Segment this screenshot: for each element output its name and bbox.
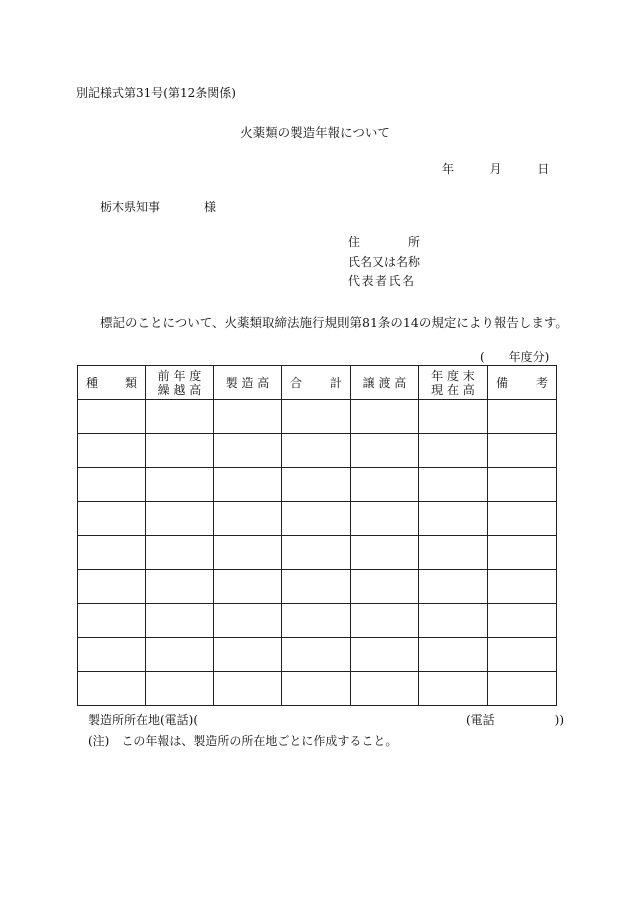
table-cell[interactable]	[146, 570, 214, 604]
body-text: 標記のことについて、火薬類取締法施行規則第81条の14の規定により報告します。	[100, 315, 568, 330]
column-header-line: 合 計	[290, 375, 342, 390]
table-cell[interactable]	[78, 604, 146, 638]
table-cell[interactable]	[419, 638, 488, 672]
table-cell[interactable]	[214, 502, 282, 536]
table-cell[interactable]	[351, 638, 419, 672]
table-cell[interactable]	[419, 672, 488, 706]
column-header	[78, 366, 146, 400]
table-cell[interactable]	[214, 434, 282, 468]
table-cell[interactable]	[78, 570, 146, 604]
addressee-name: 栃木県知事	[100, 200, 161, 214]
column-header-line: 製 造 高	[225, 375, 270, 390]
table-cell[interactable]	[282, 434, 351, 468]
table-cell[interactable]	[146, 400, 214, 434]
table-cell[interactable]	[419, 400, 488, 434]
column-header	[282, 366, 351, 400]
table-cell[interactable]	[351, 468, 419, 502]
column-header-line: 現 在 高	[431, 382, 475, 397]
table-cell[interactable]	[488, 672, 557, 706]
table-cell[interactable]	[214, 536, 282, 570]
table-cell[interactable]	[282, 638, 351, 672]
table-body	[78, 400, 557, 706]
table-cell[interactable]	[488, 536, 557, 570]
table-cell[interactable]	[488, 400, 557, 434]
column-header	[488, 366, 557, 400]
location-label: 製造所所在地(電話)(	[88, 713, 199, 727]
table-cell[interactable]	[419, 536, 488, 570]
table-cell[interactable]	[78, 536, 146, 570]
table-cell[interactable]	[282, 570, 351, 604]
table-cell[interactable]	[282, 502, 351, 536]
date-line	[442, 160, 549, 177]
column-header-line: 譲 渡 高	[362, 375, 407, 390]
date-year: 年	[442, 162, 455, 176]
table-cell[interactable]	[488, 434, 557, 468]
table-cell[interactable]	[488, 638, 557, 672]
table-cell[interactable]	[282, 672, 351, 706]
table-cell[interactable]	[351, 536, 419, 570]
table-cell[interactable]	[351, 570, 419, 604]
column-header-line: 年 度 末	[431, 368, 475, 383]
table-cell[interactable]	[146, 604, 214, 638]
table-row	[78, 400, 557, 434]
column-header-line: 前 年 度	[157, 368, 202, 383]
table-cell[interactable]	[214, 468, 282, 502]
reporter-block	[348, 233, 420, 292]
table-cell[interactable]	[488, 502, 557, 536]
date-month: 月	[489, 162, 502, 176]
table-cell[interactable]	[214, 604, 282, 638]
table-cell[interactable]	[214, 672, 282, 706]
table-cell[interactable]	[488, 570, 557, 604]
fiscal-year-label: ( 年度分)	[480, 350, 550, 364]
note: (注) この年報は、製造所の所在地ごとに作成すること。	[88, 734, 398, 748]
table-cell[interactable]	[146, 638, 214, 672]
table-cell[interactable]	[146, 502, 214, 536]
table-row	[78, 570, 557, 604]
report-table	[77, 365, 557, 706]
reporter-address-label: 住 所	[348, 235, 421, 249]
table-cell[interactable]	[146, 536, 214, 570]
table-cell[interactable]	[419, 570, 488, 604]
table-cell[interactable]	[282, 400, 351, 434]
table-cell[interactable]	[78, 400, 146, 434]
table-cell[interactable]	[419, 434, 488, 468]
table-row	[78, 536, 557, 570]
table-cell[interactable]	[282, 536, 351, 570]
table-cell[interactable]	[214, 638, 282, 672]
column-header	[214, 366, 282, 400]
table-cell[interactable]	[78, 502, 146, 536]
table-cell[interactable]	[146, 468, 214, 502]
table-cell[interactable]	[351, 672, 419, 706]
table-cell[interactable]	[351, 434, 419, 468]
table-cell[interactable]	[146, 434, 214, 468]
table-cell[interactable]	[488, 604, 557, 638]
table-cell[interactable]	[419, 502, 488, 536]
table-row	[78, 604, 557, 638]
table-cell[interactable]	[419, 604, 488, 638]
table-cell[interactable]	[351, 502, 419, 536]
table-cell[interactable]	[351, 400, 419, 434]
reporter-name-label: 氏名又は名称	[348, 254, 421, 269]
table-cell[interactable]	[78, 434, 146, 468]
column-header	[146, 366, 214, 400]
table-cell[interactable]	[214, 570, 282, 604]
table-cell[interactable]	[488, 468, 557, 502]
column-header	[351, 366, 419, 400]
table-row	[78, 638, 557, 672]
column-header-line: 繰 越 高	[157, 382, 202, 397]
table-header-row	[78, 366, 557, 400]
table-cell[interactable]	[78, 468, 146, 502]
table-cell[interactable]	[78, 638, 146, 672]
table-row	[78, 502, 557, 536]
document-title: 火薬類の製造年報について	[240, 125, 390, 140]
column-header	[419, 366, 488, 400]
table-cell[interactable]	[146, 672, 214, 706]
table-row	[78, 672, 557, 706]
addressee-honorific: 様	[204, 200, 217, 214]
column-header-line: 備 考	[496, 375, 548, 390]
table-row	[78, 468, 557, 502]
date-day: 日	[537, 162, 550, 176]
table-cell[interactable]	[214, 400, 282, 434]
manufacturing-location	[88, 711, 565, 728]
table-cell[interactable]	[78, 672, 146, 706]
column-header-line: 種 類	[86, 375, 137, 390]
table-cell[interactable]	[282, 468, 351, 502]
addressee	[100, 198, 216, 215]
table-cell[interactable]	[282, 604, 351, 638]
phone-label: (電話 ))	[466, 713, 565, 727]
table-cell[interactable]	[419, 468, 488, 502]
reporter-representative-label: 代表者氏名	[348, 274, 416, 288]
table-row	[78, 434, 557, 468]
form-number: 別記様式第31号(第12条関係)	[76, 86, 236, 100]
table-cell[interactable]	[351, 604, 419, 638]
